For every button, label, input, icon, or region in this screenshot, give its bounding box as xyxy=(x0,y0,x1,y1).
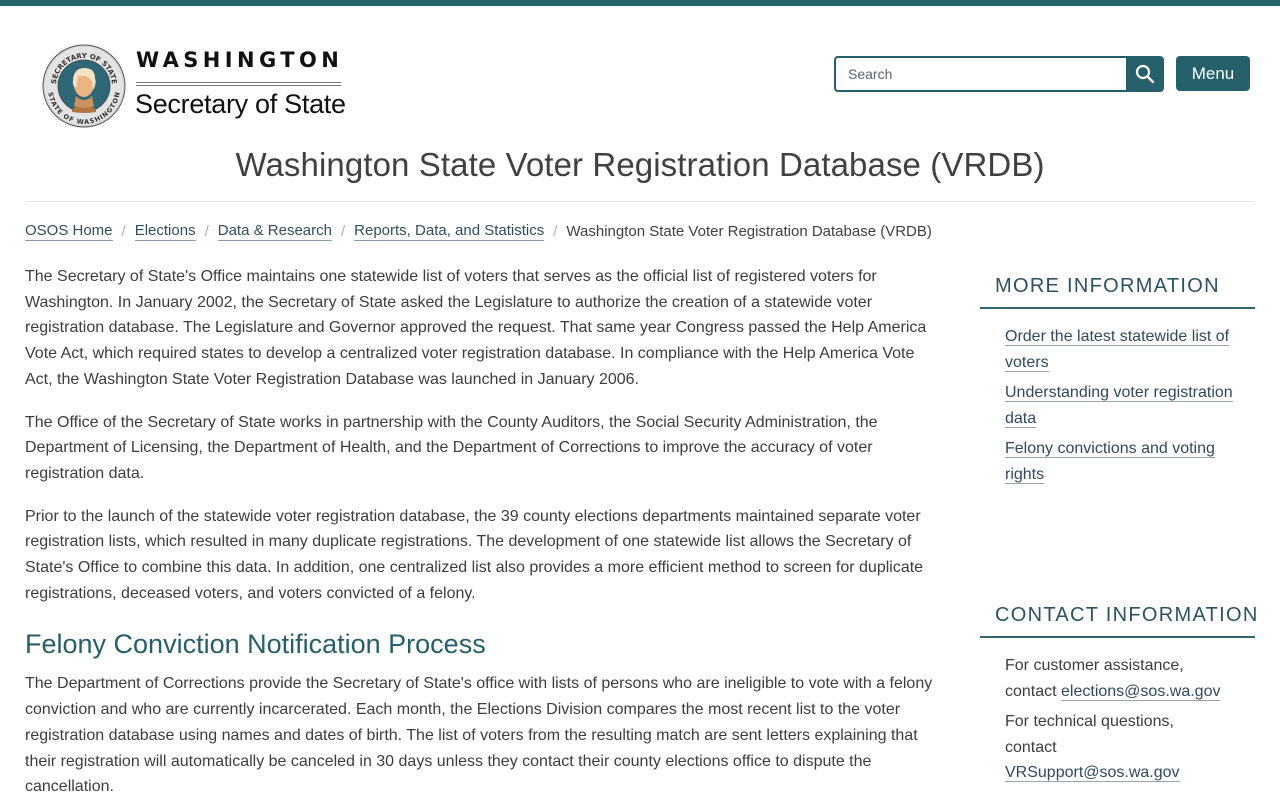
logo-divider xyxy=(136,85,341,86)
breadcrumb-separator: / xyxy=(204,223,209,240)
breadcrumb-link-data-research[interactable]: Data & Research xyxy=(217,222,332,239)
intro-paragraph: The Secretary of State's Office maintains one statewide list of voters that serves as the official list of registered voters for Washington. In January 2002, the Secretary of State asked the Legislature to authorize the creation of a statewide voter registration database. The Legislature and Governor approved the request. That same year Congress passed the Help America Vote Act, which required states to develop a centralized voter registration database. In compliance with the Help America Vote Act, the Washington State Voter Registration Database was launched in January 2006. xyxy=(25,268,927,388)
more-information-heading: MORE INFORMATION xyxy=(980,272,1255,309)
elections-email-link[interactable]: elections@sos.wa.gov xyxy=(1061,682,1221,700)
search-input[interactable] xyxy=(834,56,1126,92)
more-information-list xyxy=(980,309,1255,487)
breadcrumb-separator: / xyxy=(121,223,126,240)
title-divider xyxy=(25,201,1255,202)
history-paragraph: Prior to the launch of the statewide voter registration database, the 39 county elections departments maintained separate voter registration lists, which resulted in many duplicate registrations. The development of one statewide list allows the Secretary of State's Office to combine this data. In addition, one centralized list also provides a more efficient method to screen for duplicate registrations, deceased voters, and voters convicted of a felony. xyxy=(25,507,924,602)
breadcrumb-separator: / xyxy=(553,223,558,240)
list-item xyxy=(1005,380,1255,431)
contact-text: For technical questions, contact xyxy=(1005,713,1174,756)
state-seal-icon xyxy=(42,44,126,128)
breadcrumb xyxy=(25,222,932,241)
breadcrumb-link-osos-home[interactable]: OSOS Home xyxy=(25,222,113,239)
list-item xyxy=(1005,653,1255,704)
search-icon xyxy=(1135,64,1155,84)
list-item xyxy=(1005,436,1255,487)
list-item xyxy=(1005,324,1255,375)
felony-paragraph: The Department of Corrections provide the Secretary of State's office with lists of persons who are ineligible to vote with a felony conviction and who are currently incarcerated. Each month, the Elections Division compares the most recent list to the voter registration database using names and dates of birth. The list of voters from the resulting match are sent letters explaining that their registration will automatically be canceled in 30 days unless they contact their county elections office to dispute the cancellation. xyxy=(25,675,933,796)
site-logo-link[interactable] xyxy=(40,44,345,136)
understanding-data-link[interactable]: Understanding voter registration data xyxy=(1005,384,1233,427)
list-item xyxy=(1005,709,1255,786)
order-voter-list-link[interactable]: Order the latest statewide list of voters xyxy=(1005,328,1230,371)
logo-subtitle: Secretary of State xyxy=(135,89,346,119)
breadcrumb-current: Washington State Voter Registration Database (VRDB) xyxy=(566,223,932,240)
contact-information-heading: CONTACT INFORMATION xyxy=(980,601,1255,638)
partnership-paragraph: The Office of the Secretary of State works in partnership with the County Auditors, the Social Security Administration, the Department of Licensing, the Department of Health, and the Department of Corrections to improve the accuracy of voter registration data. xyxy=(25,413,878,482)
main-content xyxy=(25,264,940,800)
logo-wordmark: WASHINGTON xyxy=(136,48,344,72)
breadcrumb-link-reports[interactable]: Reports, Data, and Statistics xyxy=(354,222,545,239)
section-heading-felony: Felony Conviction Notification Process xyxy=(25,629,486,660)
more-information-panel xyxy=(980,272,1255,492)
breadcrumb-separator: / xyxy=(340,223,346,240)
svg-text:SECRETARY OF STATE: SECRETARY OF STATE xyxy=(50,51,118,85)
page-title: Washington State Voter Registration Database (VRDB) xyxy=(235,146,1045,183)
felony-voting-rights-link[interactable]: Felony convictions and voting rights xyxy=(1005,440,1215,483)
logo-divider xyxy=(136,82,341,83)
breadcrumb-link-elections[interactable]: Elections xyxy=(134,222,196,239)
contact-information-panel xyxy=(980,601,1259,791)
search-form xyxy=(834,56,1164,92)
contact-list xyxy=(980,638,1255,786)
contact-text: For customer assistance, contact xyxy=(1005,657,1184,700)
menu-button[interactable]: Menu xyxy=(1176,56,1250,91)
vrsupport-email-link[interactable]: VRSupport@sos.wa.gov xyxy=(1005,764,1180,781)
svg-text:STATE OF WASHINGTON: STATE OF WASHINGTON xyxy=(46,91,122,127)
site-header xyxy=(0,6,1280,146)
search-button[interactable] xyxy=(1126,56,1164,92)
